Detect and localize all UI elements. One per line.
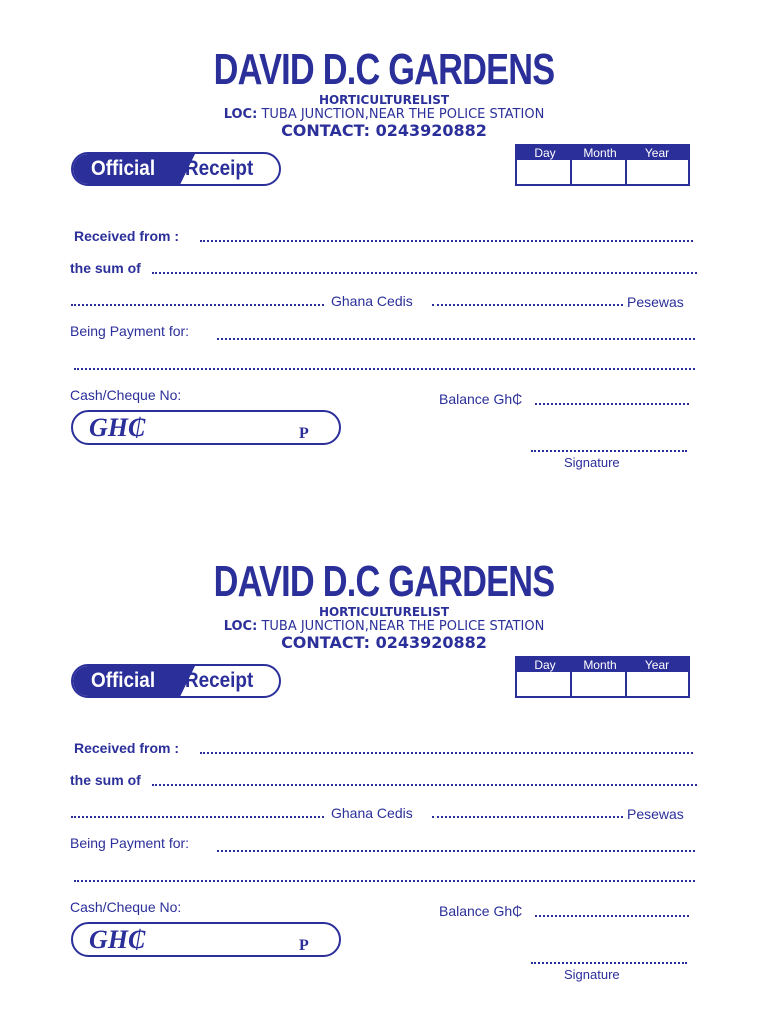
signature-label: Signature: [564, 455, 620, 470]
pesewas-amount-line[interactable]: [432, 304, 623, 306]
month-field[interactable]: [574, 162, 624, 184]
being-payment-line[interactable]: [217, 338, 695, 340]
contact-line: CONTACT: 0243920882: [281, 121, 487, 140]
business-subtitle: HORTICULTURELIST: [318, 93, 450, 107]
cedis-amount-line[interactable]: [71, 816, 324, 818]
date-box: [515, 144, 690, 186]
pesewa-symbol: P: [299, 425, 309, 442]
ghana-cedis-label: Ghana Cedis: [331, 293, 413, 309]
pesewas-amount-line[interactable]: [432, 816, 623, 818]
ghana-cedis-label: Ghana Cedis: [331, 805, 413, 821]
being-payment-label: Being Payment for:: [70, 835, 190, 851]
amount-box[interactable]: [71, 922, 341, 957]
location-label: LOC:: [223, 107, 258, 122]
being-payment-line-2[interactable]: [74, 368, 695, 370]
being-payment-label: Being Payment for:: [70, 323, 190, 339]
date-year-label: Year: [644, 146, 670, 160]
signature-line[interactable]: [531, 962, 687, 964]
date-month-label: Month: [583, 658, 617, 672]
date-divider: [625, 672, 627, 698]
date-divider: [570, 160, 572, 186]
signature-label: Signature: [564, 967, 620, 982]
received-from-label: Received from :: [74, 228, 180, 244]
currency-symbol: GH₵: [89, 925, 146, 954]
balance-line[interactable]: [535, 915, 689, 917]
received-from-line[interactable]: [200, 752, 693, 754]
business-subtitle: HORTICULTURELIST: [318, 605, 450, 619]
pesewa-symbol: P: [299, 937, 309, 954]
date-box: [515, 656, 690, 698]
company-name: DAVID D.C GARDENS: [213, 557, 555, 606]
sum-of-line[interactable]: [152, 784, 697, 786]
year-field[interactable]: [629, 162, 687, 184]
location-label: LOC:: [223, 619, 258, 634]
company-name: DAVID D.C GARDENS: [213, 45, 555, 94]
date-day-label: Day: [534, 146, 556, 160]
official-receipt-badge: [71, 664, 281, 698]
sum-of-line[interactable]: [152, 272, 697, 274]
received-from-label: Received from :: [74, 740, 180, 756]
day-field[interactable]: [519, 162, 569, 184]
sum-of-label: the sum of: [70, 772, 141, 788]
amount-box[interactable]: [71, 410, 341, 445]
being-payment-line-2[interactable]: [74, 880, 695, 882]
contact-line: CONTACT: 0243920882: [281, 633, 487, 652]
date-divider: [570, 672, 572, 698]
pesewas-label: Pesewas: [627, 294, 684, 310]
pesewas-label: Pesewas: [627, 806, 684, 822]
being-payment-line[interactable]: [217, 850, 695, 852]
sum-of-label: the sum of: [70, 260, 141, 276]
date-month-label: Month: [583, 146, 617, 160]
currency-symbol: GH₵: [89, 413, 146, 442]
badge-right-text: Receipt: [185, 157, 254, 180]
cash-cheque-label: Cash/Cheque No:: [70, 387, 182, 403]
badge-right-text: Receipt: [185, 669, 254, 692]
receipt-bottom: [0, 512, 768, 1024]
received-from-line[interactable]: [200, 240, 693, 242]
badge-left-text: Official: [91, 157, 156, 180]
location-value: TUBA JUNCTION,NEAR THE POLICE STATION: [257, 619, 545, 634]
location-value: TUBA JUNCTION,NEAR THE POLICE STATION: [257, 107, 545, 122]
year-field[interactable]: [629, 674, 687, 696]
balance-label: Balance Gh₵: [439, 391, 523, 407]
cedis-amount-line[interactable]: [71, 304, 324, 306]
official-receipt-badge: [71, 152, 281, 186]
month-field[interactable]: [574, 674, 624, 696]
date-year-label: Year: [644, 658, 670, 672]
signature-line[interactable]: [531, 450, 687, 452]
date-divider: [625, 160, 627, 186]
cash-cheque-label: Cash/Cheque No:: [70, 899, 182, 915]
badge-left-text: Official: [91, 669, 156, 692]
balance-label: Balance Gh₵: [439, 903, 523, 919]
balance-line[interactable]: [535, 403, 689, 405]
day-field[interactable]: [519, 674, 569, 696]
date-day-label: Day: [534, 658, 556, 672]
